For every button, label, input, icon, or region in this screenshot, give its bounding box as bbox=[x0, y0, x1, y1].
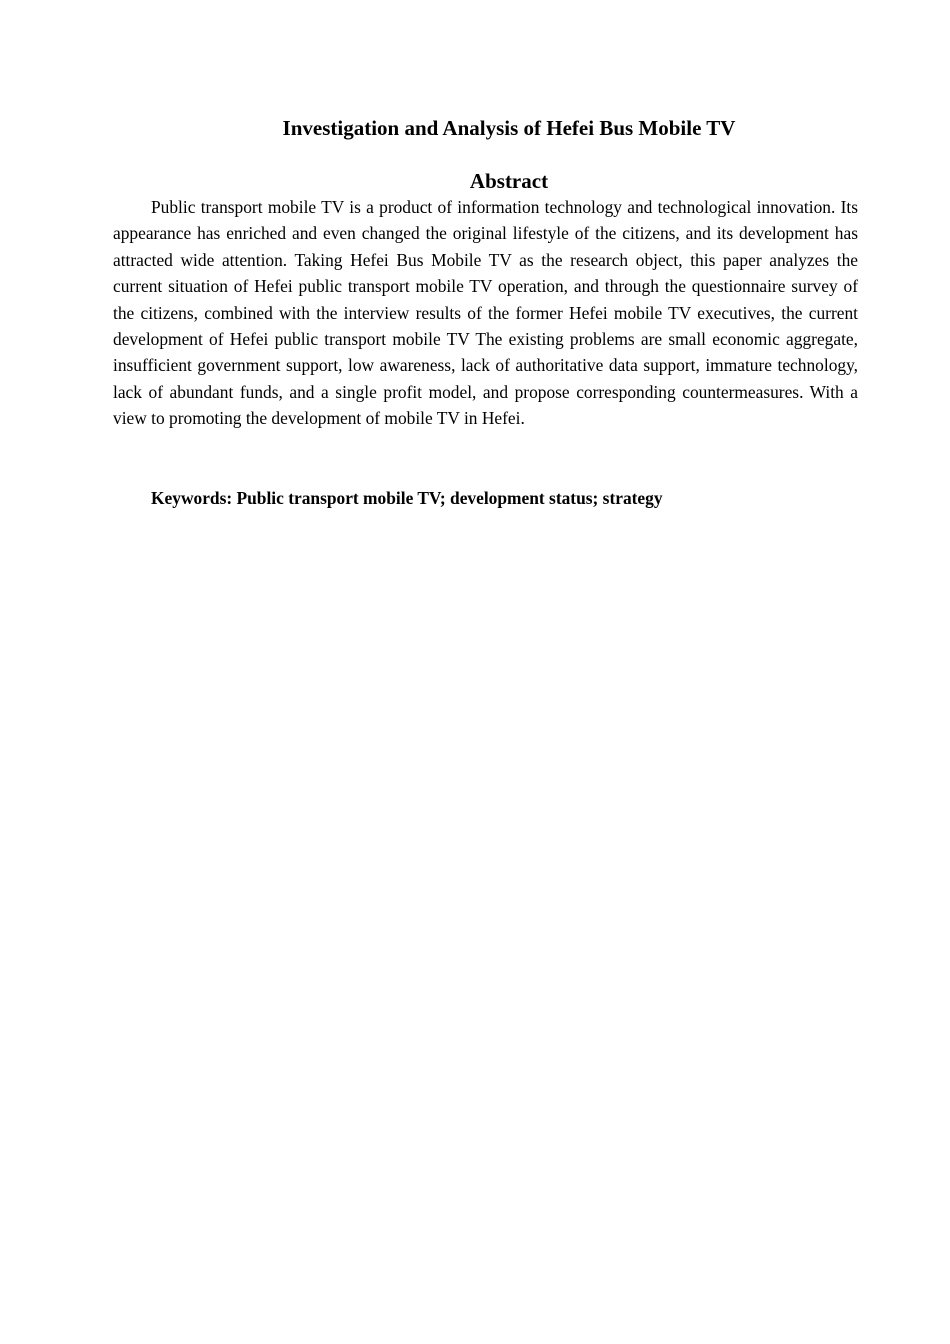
keywords-line: Keywords: Public transport mobile TV; development status; strategy bbox=[151, 488, 663, 508]
abstract-paragraph: Public transport mobile TV is a product of information technology and technological innovation. Its appearance has enriched and even changed the original lifestyle of the citizens, and its development has attracted wide attention. Taking Hefei Bus Mobile TV as the research object, this paper analyzes the current situation of Hefei public transport mobile TV operation, and through the questionnaire survey of the citizens, combined with the interview results of the former Hefei mobile TV executives, the current development of Hefei public transport mobile TV The existing problems are small economic aggregate, insufficient government support, low awareness, lack of authoritative data support, immature technology, lack of abundant funds, and a single profit model, and propose corresponding countermeasures. With a view to promoting the development of mobile TV in Hefei. bbox=[113, 197, 858, 429]
document-title: Investigation and Analysis of Hefei Bus Mobile TV bbox=[282, 116, 736, 140]
abstract-heading: Abstract bbox=[469, 169, 549, 193]
